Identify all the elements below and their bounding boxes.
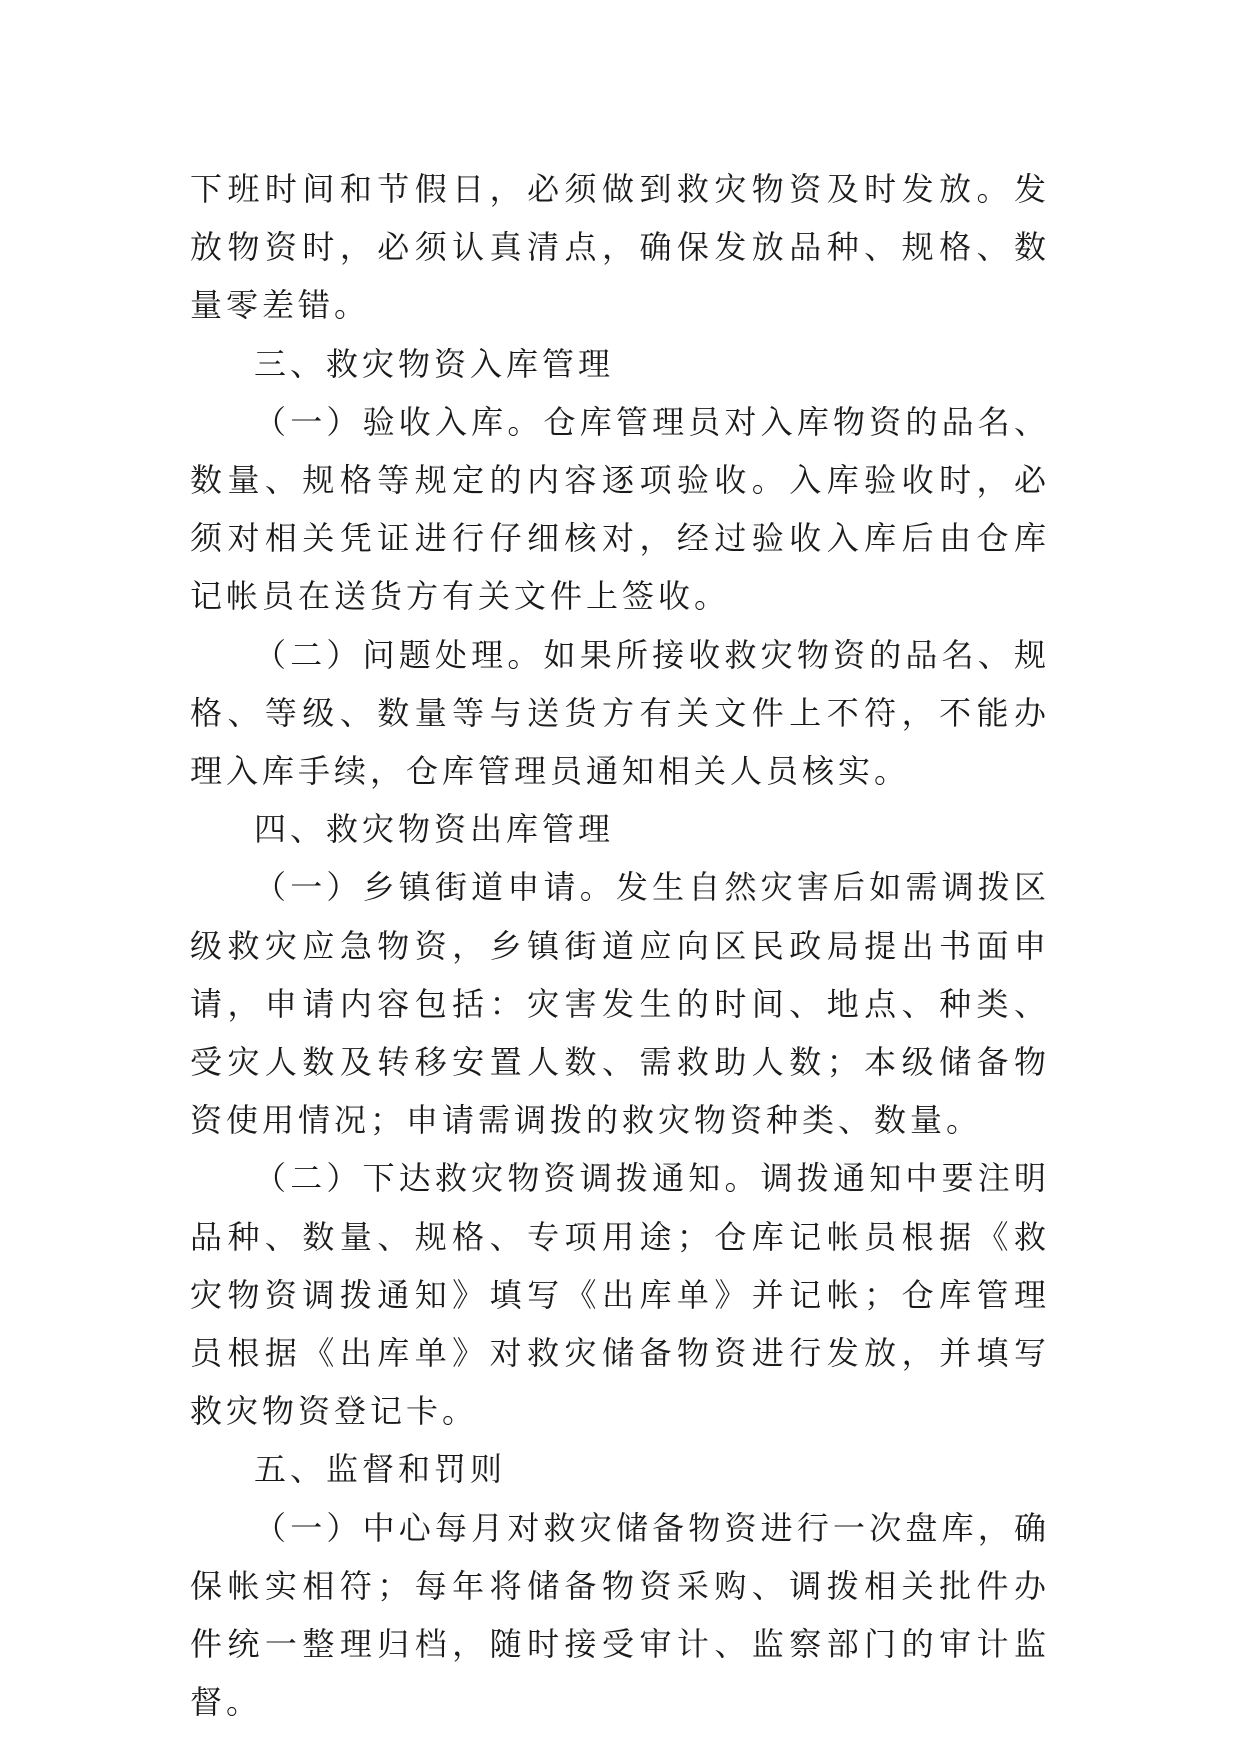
paragraph-4-1: （一）乡镇街道申请。发生自然灾害后如需调拨区级救灾应急物资，乡镇街道应向区民政局提出书面申请，申请内容包括：灾害发生的时间、地点、种类、受灾人数及转移安置人数、需救助人数；本级储备物资使用情况；申请需调拨的救灾物资种类、数量。 <box>190 868 1050 1140</box>
section-heading-5: 五、监督和罚则 <box>254 1450 507 1489</box>
paragraph-3-1: （一）验收入库。仓库管理员对入库物资的品名、数量、规格等规定的内容逐项验收。入库验收时，必须对相关凭证进行仔细核对，经过验收入库后由仓库记帐员在送货方有关文件上签收。 <box>190 402 1050 616</box>
section-heading-3: 三、救灾物资入库管理 <box>254 344 615 383</box>
paragraph-continuation: 下班时间和节假日，必须做到救灾物资及时发放。发放物资时，必须认真清点，确保发放品种、规格、数量零差错。 <box>190 170 1050 325</box>
paragraph-3-2: （二）问题处理。如果所接收救灾物资的品名、规格、等级、数量等与送货方有关文件上不符，不能办理入库手续，仓库管理员通知相关人员核实。 <box>190 635 1050 791</box>
body-text <box>190 160 1050 1731</box>
paragraph-4-2: （二）下达救灾物资调拨通知。调拨通知中要注明品种、数量、规格、专项用途；仓库记帐员根据《救灾物资调拨通知》填写《出库单》并记帐；仓库管理员根据《出库单》对救灾储备物资进行发放，并填写救灾物资登记卡。 <box>190 1159 1050 1431</box>
paragraph-5-1: （一）中心每月对救灾储备物资进行一次盘库，确保帐实相符；每年将储备物资采购、调拨相关批件办件统一整理归档，随时接受审计、监察部门的审计监督。 <box>190 1508 1050 1722</box>
section-heading-4: 四、救灾物资出库管理 <box>254 810 615 849</box>
